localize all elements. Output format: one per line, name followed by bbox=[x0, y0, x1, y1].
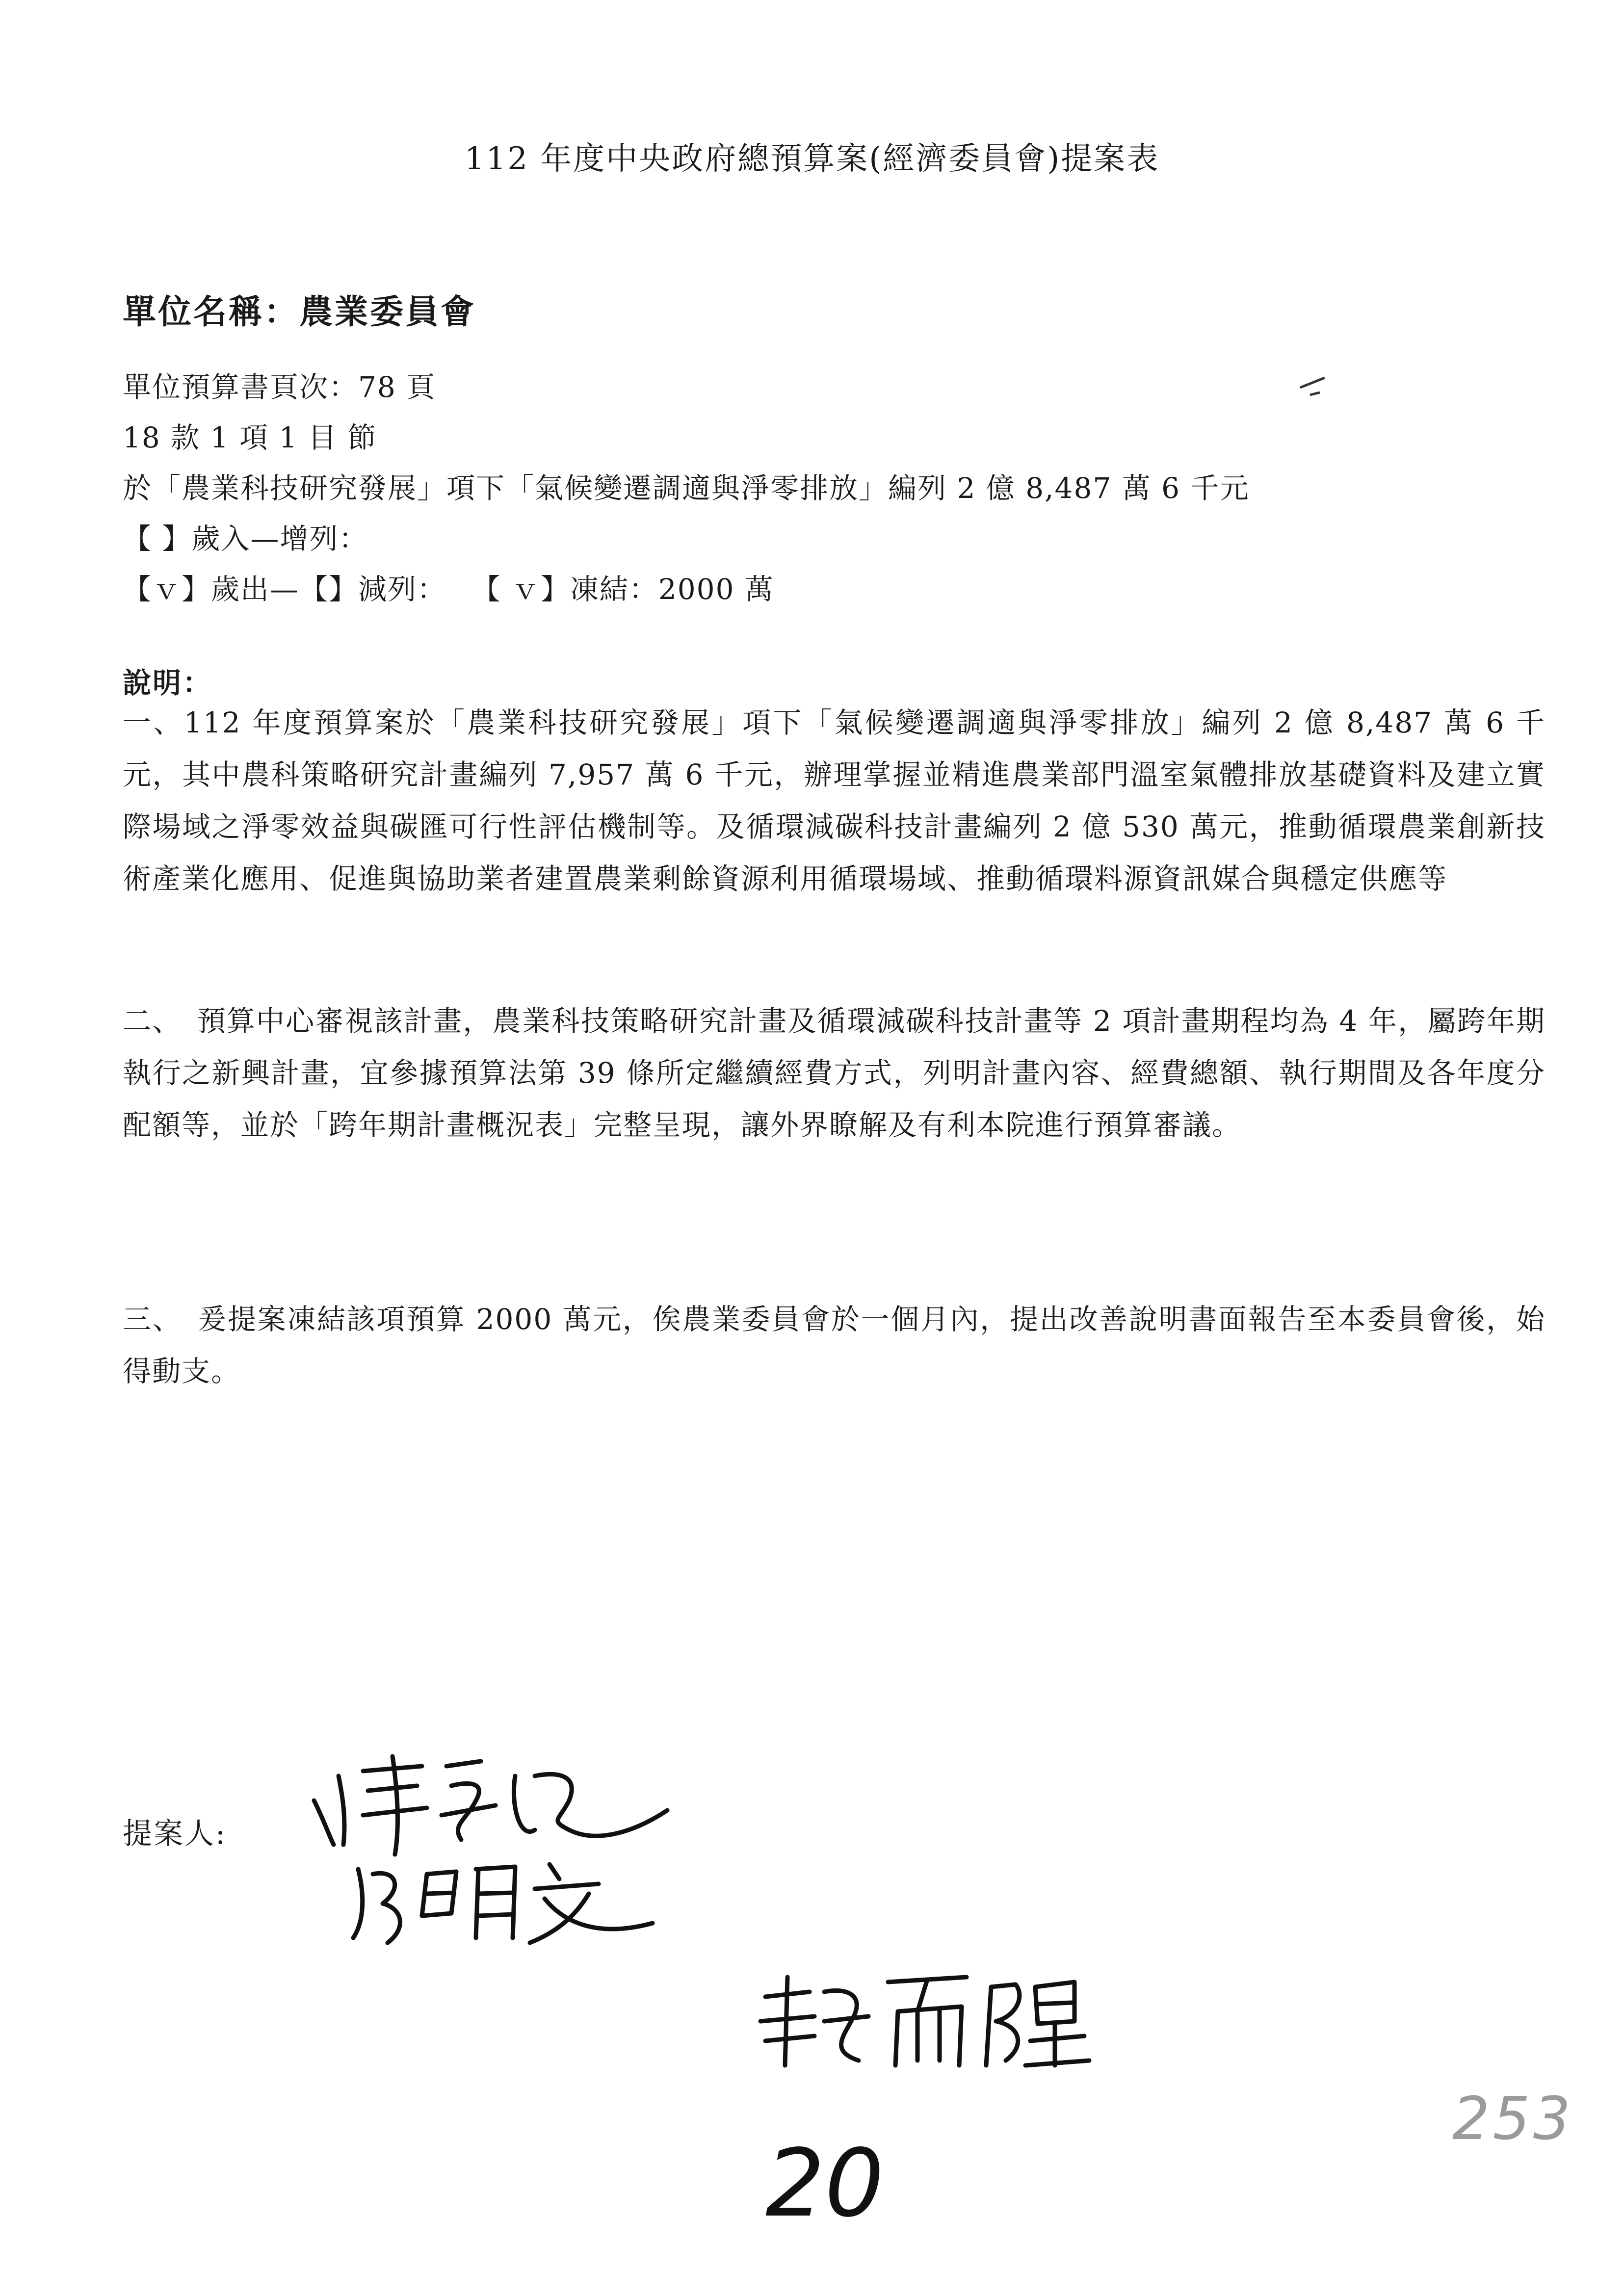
unit-name: 單位名稱：農業委員會 bbox=[123, 293, 476, 332]
budget-item-line: 於「農業科技研究發展」項下「氣候變遷調適與淨零排放」編列 2 億 8,487 萬 6 千元 bbox=[123, 471, 1250, 505]
handwritten-page-number: 20 bbox=[765, 2129, 884, 2238]
revenue-line: 【 】歲入—增列： bbox=[123, 522, 368, 555]
handwritten-tag: 253 bbox=[1452, 2085, 1574, 2153]
explanation-paragraph-1: 一、112 年度預算案於「農業科技研究發展」項下「氣候變遷調適與淨零排放」編列 2 億 8,487 萬 6 千元，其中農科策略研究計畫編列 7,957 萬 6 千元，辦理掌握並精進農業部門溫室氣體排放基礎資料及建立實際場域之淨零效益與碳匯可行性評估機制等。及循環減碳科技計畫編列 2 億 530 萬元，推動循環農業創新技術產業化應用、促進與協助業者建置農業剩餘資源利用循環場域、推動循環料源資訊媒合與穩定供應等 bbox=[123, 706, 1545, 895]
proposer-label: 提案人: bbox=[123, 1817, 227, 1851]
expense-freeze-line: 【ｖ】歲出—【】減列： 【 ｖ】凍結：2000 萬 bbox=[123, 573, 774, 606]
explanation-paragraph-2: 二、 預算中心審視該計畫，農業科技策略研究計畫及循環減碳科技計畫等 2 項計畫期程均為 4 年，屬跨年期執行之新興計畫，宜參據預算法第 39 條所定繼續經費方式，列明計畫內容、經費總額、執行期間及各年度分配額等，並於「跨年期計畫概況表」完整呈現，讓外界瞭解及有利本院進行預算審議。 bbox=[123, 1004, 1545, 1142]
signature-proposer-3 bbox=[751, 1967, 1094, 2080]
section-code: 18 款 1 項 1 目 節 bbox=[123, 421, 377, 454]
budget-page-reference: 單位預算書頁次：78 頁 bbox=[123, 370, 436, 404]
signature-proposer-1 bbox=[304, 1747, 677, 1864]
signature-proposer-2 bbox=[343, 1854, 667, 1953]
scan-mark bbox=[1295, 373, 1335, 402]
explanation-paragraph-3: 三、 爰提案凍結該項預算 2000 萬元，俟農業委員會於一個月內，提出改善說明書面報告至本委員會後，始得動支。 bbox=[123, 1303, 1545, 1388]
explanation-heading: 說明： bbox=[123, 666, 213, 700]
document-title: 112 年度中央政府總預算案(經濟委員會)提案表 bbox=[464, 141, 1160, 177]
